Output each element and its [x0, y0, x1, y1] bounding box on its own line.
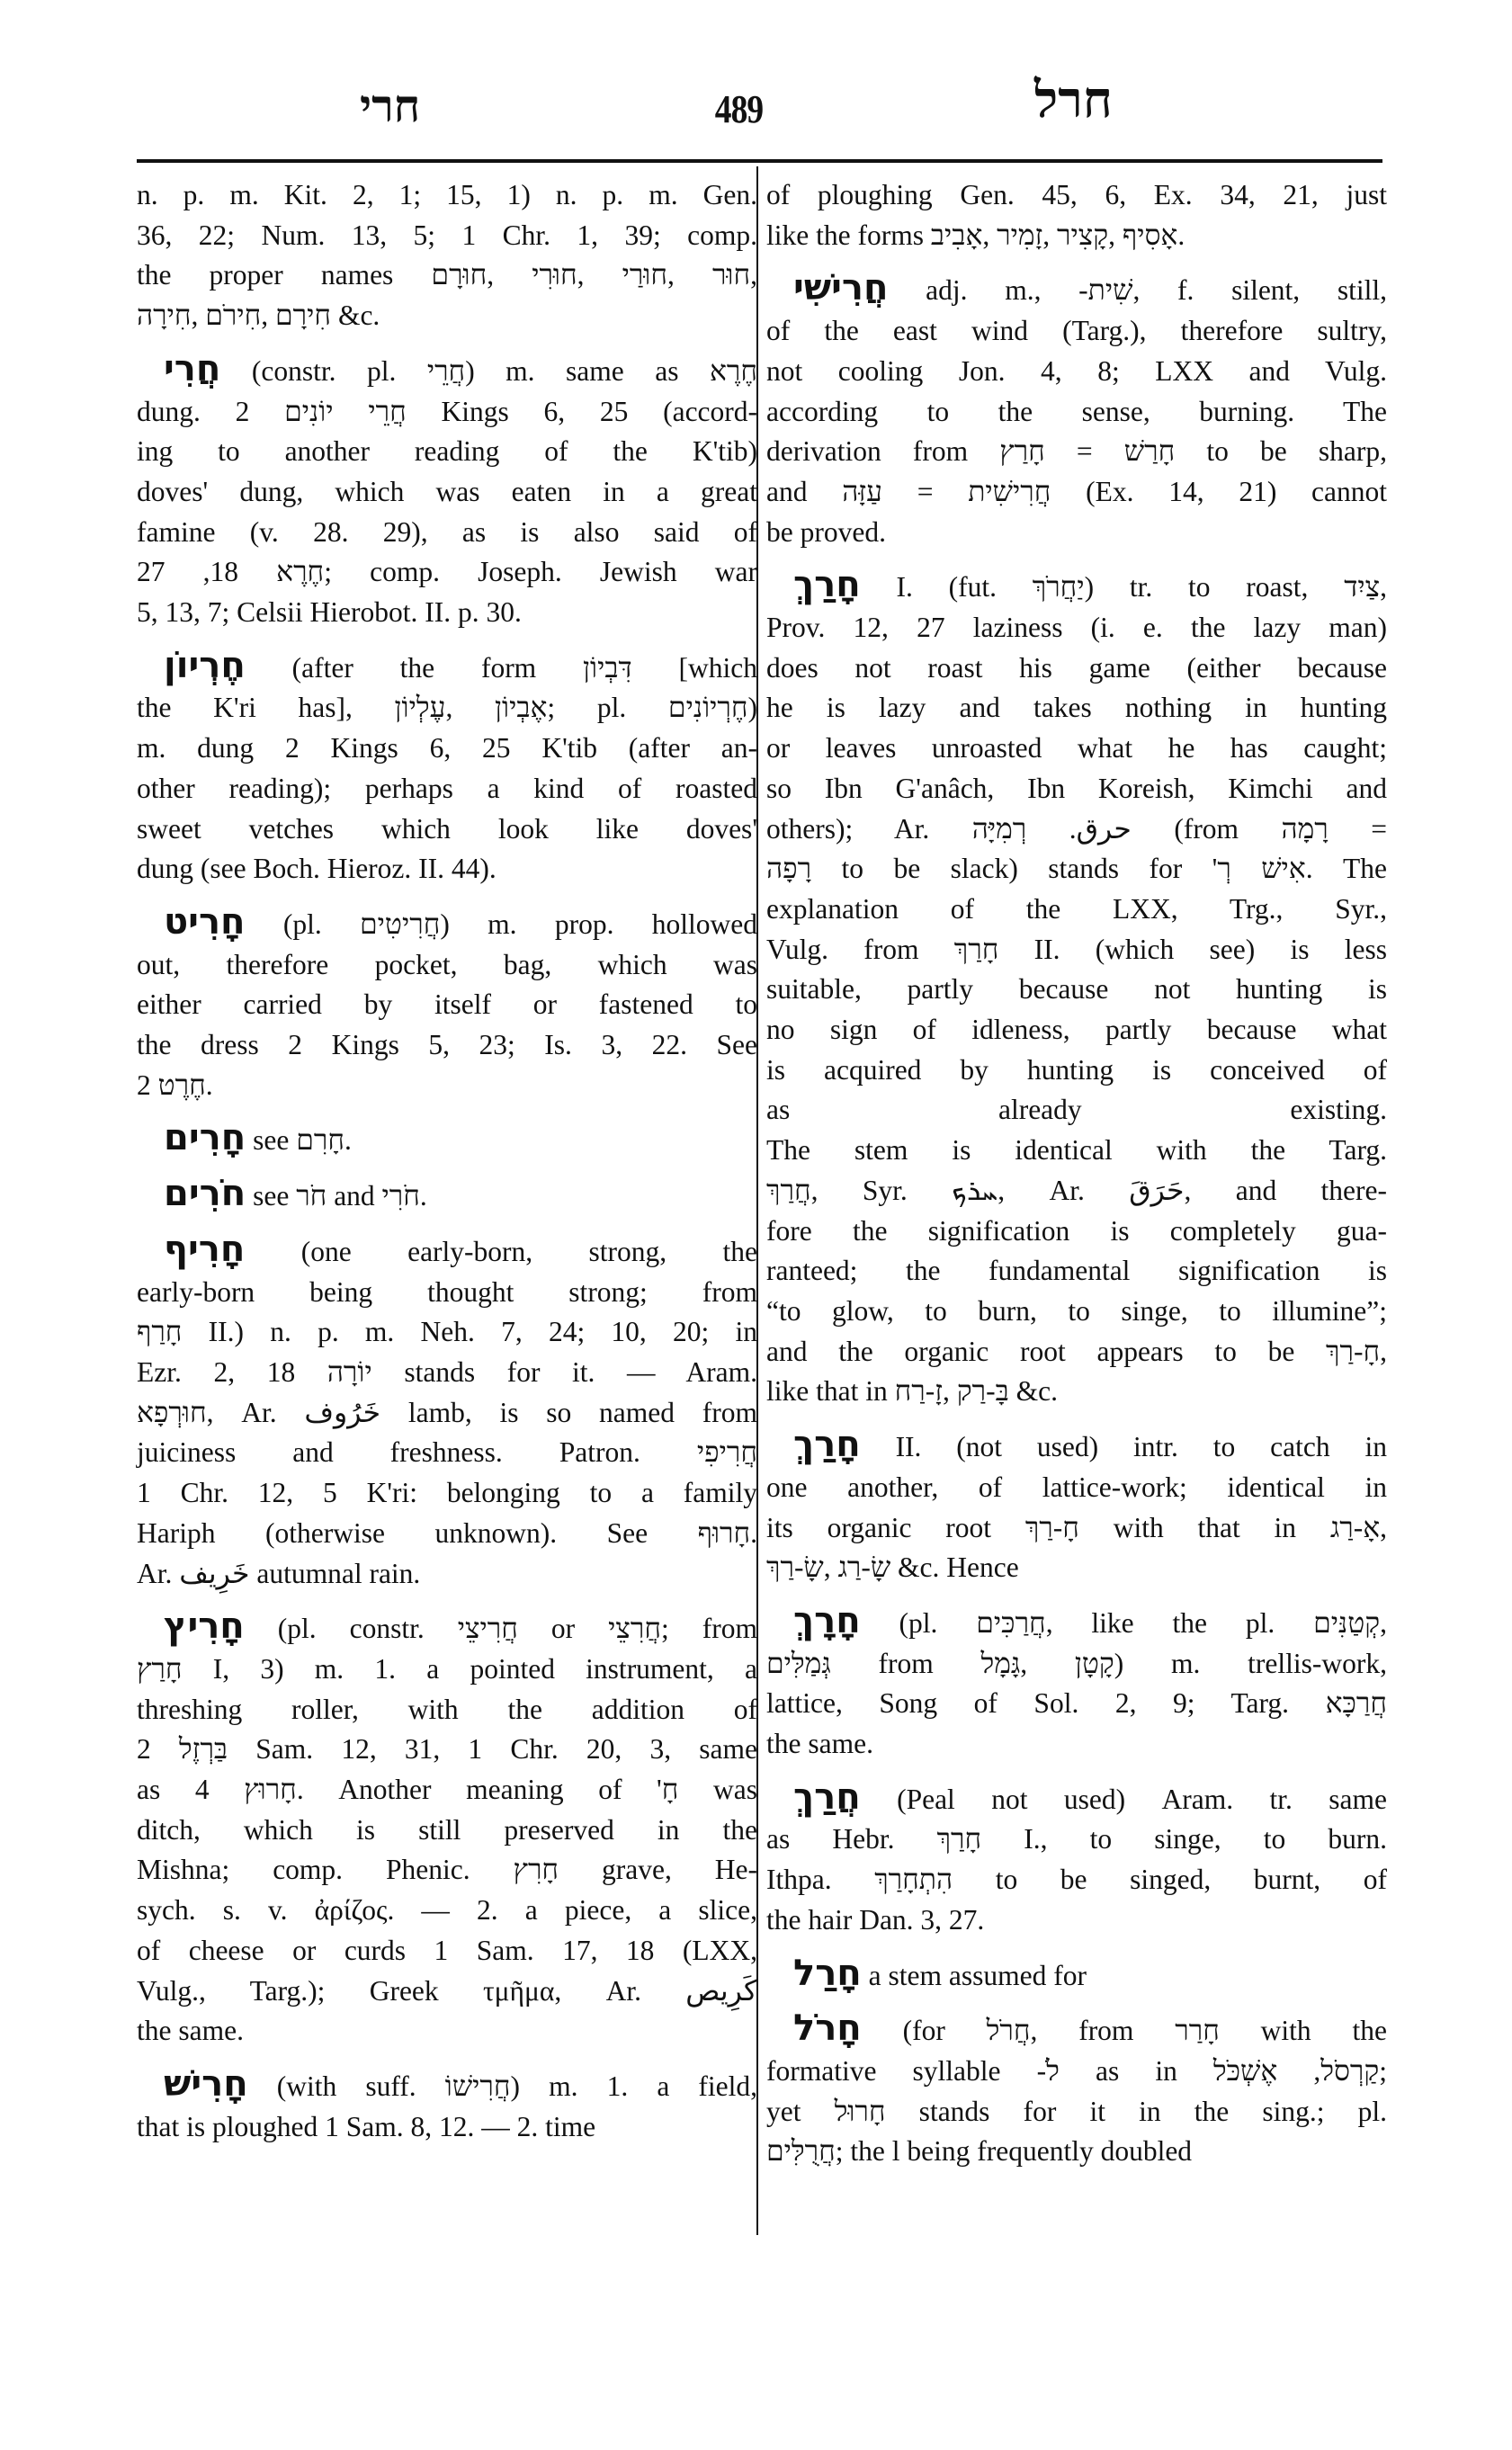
entry-line	[137, 1393, 757, 1434]
entry-line	[766, 1010, 1387, 1051]
entry-text: derivation from חָרַשׁ = חָרַץ to be sharp,	[766, 435, 1387, 468]
entry-line	[766, 311, 1387, 352]
entry-text: or leaves unroasted what he has caught;	[766, 732, 1387, 765]
entry-text: as already existing.	[766, 1094, 1387, 1126]
entry-text: does not roast his game (either because	[766, 651, 1387, 684]
headword: חֹרִים	[164, 1173, 246, 1215]
entry-text: n. p. m. Kit. 2, 1; 15, 1) n. p. m. Gen.	[137, 179, 757, 210]
entry-text: רָפָה to be slack) stands for 'אִישׁ רְ. The	[766, 853, 1387, 885]
entry-text: חֶרֶא 18, 27; comp. Joseph. Jewish war	[137, 556, 757, 588]
entry-line	[137, 1273, 757, 1313]
entry-line	[137, 1025, 757, 1066]
entry-line	[137, 472, 757, 513]
entry-line	[137, 1514, 757, 1554]
entry-line	[766, 1548, 1387, 1588]
dictionary-entry-charish-cont	[766, 175, 1387, 255]
entry-text: (pl. חֲרִיטִים) m. prop. hollowed	[282, 908, 757, 940]
entry-text: Vulg., Targ.); Greek τμῆμα, Ar. كَرِيص	[137, 1974, 757, 2007]
entry-line	[766, 1251, 1387, 1292]
entry-text: so Ibn G'anâch, Ibn Koreish, Kimchi and	[766, 772, 1387, 804]
headword: חָרִיף	[164, 1228, 246, 1270]
entry-text: explanation of the LXX, Trg., Syr.,	[766, 892, 1387, 925]
headword: חָרַל	[793, 1952, 862, 1994]
entry-text: Mishna; comp. Phenic. חָרִץ grave, He-	[137, 1854, 758, 1886]
entry-line	[766, 608, 1387, 648]
entry-text: be proved.	[766, 515, 886, 548]
entry-text: dung (see Boch. Hieroz. II. 44).	[137, 853, 497, 885]
entry-text: the K'ri has], אֶבְיוֹן ,עֶלְיוֹן; pl. חֶרְיוֹנִים)	[137, 692, 757, 724]
entry-line	[137, 1433, 757, 1473]
entry-text: 5, 13, 7; Celsii Hierobot. II. p. 30.	[137, 596, 522, 629]
entry-text: חָרַץ I, 3) m. 1. a pointed instrument, a	[137, 1652, 757, 1685]
entry-text: of the east wind (Targ.), therefore sultry,	[766, 315, 1387, 347]
entry-line	[766, 970, 1387, 1010]
entry-line	[137, 646, 757, 689]
entry-line	[137, 392, 757, 433]
entry-line	[137, 349, 757, 392]
entry-text: The stem is identical with the Targ.	[766, 1134, 1387, 1167]
entry-text: ing to another reading of the K'tib)	[137, 435, 757, 468]
entry-line	[137, 985, 757, 1025]
entry-text: no sign of idleness, partly because what	[766, 1014, 1387, 1046]
entry-text: חוּרְפָא, Ar. خَرُوف lamb, is so named from	[137, 1396, 757, 1428]
running-header	[135, 70, 1385, 151]
entry-text: m. dung 2 Kings 6, 25 K'tib (after an-	[137, 732, 757, 765]
entry-line	[766, 1051, 1387, 1091]
dictionary-entry-chari	[137, 349, 757, 633]
entry-line	[766, 1684, 1387, 1724]
headword: חָרִיט	[164, 900, 246, 943]
entry-text: sych. s. v. ἀρίζος. — 2. a piece, a slice,	[137, 1894, 757, 1927]
headword: חֲרִישִׁי	[793, 267, 889, 309]
entry-line	[137, 1850, 757, 1891]
entry-text: and the organic root appears to be חָ-רַךְ,	[766, 1335, 1387, 1367]
dictionary-entry-charits	[137, 1606, 757, 2052]
entry-line	[766, 1724, 1387, 1765]
entry-line	[137, 809, 757, 850]
entry-text: juiciness and freshness. Patron. חֲרִיפִי	[137, 1436, 757, 1469]
entry-line	[137, 2011, 757, 2052]
entry-line	[137, 1770, 757, 1811]
entry-line	[766, 1468, 1387, 1508]
entry-line	[137, 296, 757, 336]
entry-text: others); Ar. حرق. רְמִיָּה (from רָמָה =	[766, 812, 1387, 845]
entry-line	[137, 255, 757, 296]
entry-line	[766, 175, 1387, 216]
entry-line	[137, 1473, 757, 1514]
entry-line	[137, 1811, 757, 1851]
headword: חָרֹל	[793, 2007, 862, 2050]
entry-line	[137, 1229, 757, 1273]
entry-text: doves' dung, which was eaten in a great	[137, 475, 757, 507]
entry-text: the dress 2 Kings 5, 23; Is. 3, 22. See	[137, 1029, 757, 1061]
entry-line	[766, 930, 1387, 970]
entry-line	[766, 432, 1387, 472]
left-catchword: חרי	[360, 79, 421, 132]
entry-text: Ithpa. הִתְחָרַךְ to be singed, burnt, of	[766, 1864, 1387, 1896]
entry-text: of ploughing Gen. 45, 6, Ex. 34, 21, just	[766, 179, 1387, 210]
dictionary-entry-charit	[137, 902, 757, 1106]
entry-line	[137, 1972, 757, 2012]
entry-line	[766, 565, 1387, 608]
entry-text: fore the signification is completely gua-	[766, 1214, 1387, 1247]
entry-line	[137, 1606, 757, 1650]
dictionary-entry-charach-aram	[766, 1777, 1387, 1941]
headword: חָרִישׁ	[164, 2062, 248, 2105]
entry-line	[766, 1292, 1387, 1332]
entry-line	[137, 2064, 757, 2107]
entry-text: suitable, partly because not hunting is	[766, 973, 1387, 1006]
entry-line	[766, 1900, 1387, 1941]
entry-text: a stem assumed for	[868, 1959, 1087, 1991]
entry-text: (pl. constr. חֲרִיצֵי or חֲרִצֵי; from	[277, 1613, 758, 1645]
entry-line	[137, 769, 757, 809]
entry-line	[766, 352, 1387, 392]
entry-line	[137, 1554, 757, 1595]
entry-text: (after the form דִּבְיוֹן [which	[291, 651, 757, 684]
entry-line	[766, 1820, 1387, 1860]
entry-line	[137, 729, 757, 769]
entry-text: formative syllable -ֹל as in קַרְסֹל, אֶשְׁכֹּל;	[766, 2054, 1387, 2087]
entry-line	[137, 1312, 757, 1353]
entry-text: of cheese or curds 1 Sam. 17, 18 (LXX,	[137, 1934, 757, 1966]
dictionary-entry-chorim	[137, 1174, 757, 1217]
entry-text: בַּרְזֶל 2 Sam. 12, 31, 1 Chr. 20, 3, same	[137, 1733, 757, 1766]
entry-text: the same.	[137, 2015, 244, 2047]
entry-line	[137, 1931, 757, 1972]
entry-line	[766, 1777, 1387, 1820]
entry-text: II. (not used) intr. to catch in	[895, 1431, 1388, 1463]
entry-line	[766, 1212, 1387, 1252]
entry-line	[137, 1066, 757, 1106]
dictionary-entry-cheryon	[137, 646, 757, 890]
entry-text: the proper names חוּר ,חוּרַי ,חוּרִי ,חוּרָם,	[137, 259, 758, 291]
entry-text: like the forms אָסִיף ,קָצִיר ,זָמִיר ,אָבִיב.	[766, 219, 1185, 251]
dictionary-entry-charish	[137, 2064, 757, 2147]
entry-line	[766, 1601, 1387, 1644]
entry-text: “to glow, to burn, to singe, to illumine”;	[766, 1294, 1387, 1327]
right-column	[766, 175, 1387, 2172]
headword: חָרִים	[164, 1117, 246, 1159]
entry-text: early-born being thought strong; from	[137, 1275, 757, 1308]
entry-text: חֶרֶט 2.	[137, 1069, 213, 1101]
right-catchword: חרל	[1034, 70, 1113, 130]
dictionary-entry-charach-1	[766, 565, 1387, 1412]
entry-text: (constr. pl. חֲרֵי) m. same as חֶרֶא	[251, 354, 757, 387]
entry-line	[766, 472, 1387, 513]
entry-text: and חֲרִישִׁית = עַזָּה (Ex. 14, 21) cannot	[766, 475, 1388, 507]
entry-text: the hair Dan. 3, 27.	[766, 1903, 985, 1936]
entry-line	[137, 432, 757, 472]
dictionary-entry-chariph	[137, 1229, 757, 1594]
entry-line	[137, 1891, 757, 1931]
entry-line	[137, 688, 757, 729]
dictionary-entry-continuation	[137, 175, 757, 336]
entry-text: 1 Chr. 12, 5 K'ri: belonging to a family	[137, 1477, 757, 1509]
entry-text: out, therefore pocket, bag, which was	[137, 948, 757, 980]
headword: חָרַךְ	[793, 564, 861, 606]
dictionary-entry-charach-2	[766, 1425, 1387, 1588]
entry-line	[766, 2052, 1387, 2092]
headword: חָרַךְ	[793, 1424, 861, 1466]
dictionary-entry-charishi	[766, 268, 1387, 552]
entry-text: (for חֲרֹל, from חָרַר with the	[902, 2015, 1387, 2047]
entry-text: either carried by itself or fastened to	[137, 988, 757, 1021]
entry-line	[766, 2092, 1387, 2133]
entry-text: ranteed; the fundamental signification is	[766, 1255, 1387, 1287]
entry-text: sweet vetches which look like doves'	[137, 812, 757, 845]
entry-line	[766, 1954, 1387, 1997]
entry-text: Vulg. from חָרַךְ II. (which see) is less	[766, 933, 1388, 965]
entry-text: Prov. 12, 27 laziness (i. e. the lazy man)	[766, 612, 1387, 644]
entry-line	[766, 1372, 1387, 1412]
entry-text: גְּמַלִּים from קָטָן ,גָּמָל) m. trellis-work,	[766, 1647, 1387, 1679]
page-number: 489	[714, 87, 764, 131]
entry-text: as Hebr. חָרַךְ I., to singe, to burn.	[766, 1823, 1387, 1855]
entry-text: see חֹר and חֹרִי.	[253, 1180, 427, 1212]
entry-line	[137, 849, 757, 890]
entry-line	[137, 216, 757, 256]
entry-text: according to the sense, burning. The	[766, 395, 1387, 427]
entry-line	[766, 392, 1387, 433]
entry-text: ditch, which is still preserved in the	[137, 1813, 757, 1846]
headword: חֲרַךְ	[793, 1775, 861, 1818]
dictionary-entry-charal	[766, 1954, 1387, 1997]
entry-line	[137, 593, 757, 633]
entry-line	[137, 2107, 757, 2148]
entry-line	[137, 1118, 757, 1161]
entry-text: (pl. חֲרַכִּים, like the pl. קְטַנִּים,	[899, 1606, 1387, 1639]
headword: חָרָךְ	[793, 1599, 861, 1641]
entry-text: as חָרוּץ 4. Another meaning of 'חָ was	[137, 1774, 757, 1806]
dictionary-entry-cherech	[766, 1601, 1387, 1765]
entry-text: threshing roller, with the addition of	[137, 1693, 757, 1725]
entry-line	[766, 1508, 1387, 1549]
entry-line	[766, 648, 1387, 689]
entry-text: lattice, Song of Sol. 2, 9; Targ. חֲרַכָּא	[766, 1687, 1387, 1720]
headword: חָרִיץ	[164, 1605, 245, 1648]
entry-text: Hariph (otherwise unknown). See חָרוּף.	[137, 1516, 757, 1549]
entry-line	[137, 1690, 757, 1730]
entry-text: that is ploughed 1 Sam. 8, 12. — 2. time	[137, 2110, 596, 2142]
entry-text: other reading); perhaps a kind of roasted	[137, 772, 757, 804]
entry-text: see חָרִם.	[253, 1124, 352, 1157]
entry-line	[137, 1730, 757, 1770]
entry-line	[766, 513, 1387, 553]
entry-text: is acquired by hunting is conceived of	[766, 1053, 1387, 1086]
entry-line	[766, 688, 1387, 729]
entry-text: חֲרֻלִּים; the l being frequently doubled	[766, 2135, 1193, 2168]
entry-text: Ar. خَرِيف autumnal rain.	[137, 1557, 421, 1589]
entry-line	[766, 268, 1387, 311]
entry-line	[766, 809, 1387, 850]
dictionary-entry-charul	[766, 2008, 1387, 2172]
entry-text: Ezr. 2, 18 יוֹרָה stands for it. — Aram.	[137, 1355, 757, 1388]
entry-line	[766, 1644, 1387, 1685]
left-column	[137, 175, 757, 2147]
entry-text: adj. m., -שִׁית, f. silent, still,	[926, 274, 1388, 307]
entry-text: he is lazy and takes nothing in hunting	[766, 692, 1387, 724]
entry-text: not cooling Jon. 4, 8; LXX and Vulg.	[766, 354, 1387, 387]
entry-text: one another, of lattice-work; identical in	[766, 1471, 1387, 1503]
dictionary-entry-charim	[137, 1118, 757, 1161]
entry-line	[137, 902, 757, 945]
entry-line	[766, 2008, 1387, 2052]
entry-text: dung. חֲרֵי יוֹנִים 2 Kings 6, 25 (accord-	[137, 395, 758, 427]
entry-line	[137, 513, 757, 553]
entry-line	[137, 552, 757, 593]
entry-line	[766, 890, 1387, 930]
entry-line	[766, 2132, 1387, 2172]
entry-line	[766, 1860, 1387, 1900]
headword: חֶרְיוֹן	[164, 644, 246, 686]
entry-text: (Peal not used) Aram. tr. same	[897, 1783, 1387, 1815]
headword: חֲרִי	[164, 347, 221, 389]
entry-line	[766, 849, 1387, 890]
entry-text: yet חָרוּל stands for it in the sing.; pl.	[766, 2095, 1387, 2127]
entry-text: 36, 22; Num. 13, 5; 1 Chr. 1, 39; comp.	[137, 219, 757, 251]
entry-text: שָׂ-רַג ,שָׂ-רַךְ &c. Hence	[766, 1551, 1019, 1584]
header-rule	[137, 159, 1382, 163]
entry-text: the same.	[766, 1728, 873, 1760]
entry-line	[137, 1353, 757, 1393]
entry-line	[766, 1332, 1387, 1373]
entry-line	[137, 1650, 757, 1690]
entry-text: its organic root חָ-רַךְ with that in אָ-רַג,	[766, 1511, 1387, 1543]
entry-text: like that in בָּ-רַק ,זָ-רַח &c.	[766, 1375, 1058, 1408]
entry-text: I. (fut. יַחֲרֹךְ) tr. to roast, צַיִד,	[896, 571, 1387, 604]
entry-text: חֲרַךְ, Syr. ܚܪܟ, Ar. حَرَقَ, and there-	[766, 1174, 1387, 1206]
entry-text: חִירָם ,חִירֹם ,חִירָה &c.	[137, 300, 380, 332]
entry-line	[766, 1131, 1387, 1171]
entry-text: (one early-born, strong, the	[300, 1235, 758, 1267]
entry-line	[137, 175, 757, 216]
entry-line	[137, 945, 757, 986]
entry-text: חָרַף II.) n. p. m. Neh. 7, 24; 10, 20; in	[137, 1316, 757, 1348]
entry-line	[137, 1174, 757, 1217]
entry-text: (with suff. חֲרִישׁוֹ) m. 1. a field,	[276, 2070, 758, 2102]
entry-line	[766, 1425, 1387, 1468]
entry-line	[766, 1090, 1387, 1131]
entry-line	[766, 729, 1387, 769]
entry-line	[766, 1171, 1387, 1212]
entry-text: famine (v. 28. 29), as is also said of	[137, 515, 757, 548]
entry-line	[766, 769, 1387, 809]
entry-line	[766, 216, 1387, 256]
